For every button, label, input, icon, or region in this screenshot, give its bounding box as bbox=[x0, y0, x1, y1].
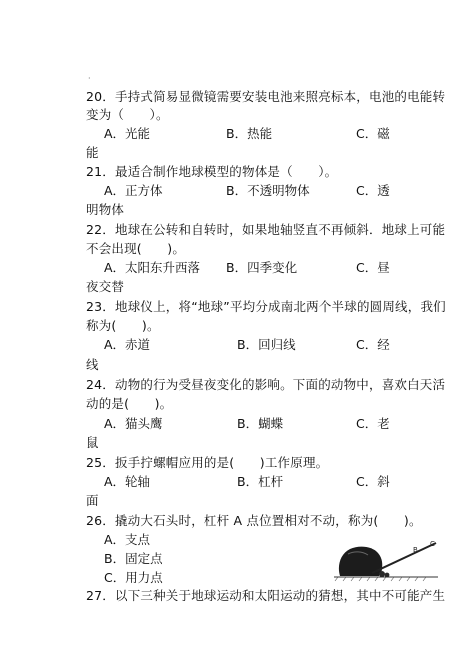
q21-stem-line1: 21．最适合制作地球模型的物体是（ ）。 bbox=[86, 164, 338, 179]
q20-option-c: C．磁 bbox=[356, 126, 390, 141]
fulcrum-pebble bbox=[385, 573, 390, 578]
q21-option-c-wrap: 明物体 bbox=[86, 202, 125, 217]
q24-option-c-wrap: 鼠 bbox=[86, 435, 99, 450]
q24-stem-line2: 动的是( )。 bbox=[86, 396, 173, 411]
q26-option-b: B．固定点 bbox=[104, 551, 163, 566]
lever-bar bbox=[372, 543, 436, 573]
q24-option-c: C．老 bbox=[356, 416, 390, 431]
q26-option-c: C．用力点 bbox=[104, 570, 163, 585]
q25-option-a: A．轮轴 bbox=[104, 474, 151, 489]
q20-option-a: A．光能 bbox=[104, 126, 151, 141]
q25-stem-line1: 25．扳手拧螺帽应用的是( )工作原理。 bbox=[86, 455, 329, 470]
point-b-label: B bbox=[413, 546, 418, 554]
q22-option-b: B．四季变化 bbox=[226, 260, 298, 275]
q26-option-a: A．支点 bbox=[104, 532, 151, 547]
q24-option-b: B．蝴蝶 bbox=[237, 416, 284, 431]
ground-hatching bbox=[335, 577, 426, 581]
q24-stem-line1: 24．动物的行为受昼夜变化的影响。下面的动物中，喜欢白天活 bbox=[86, 377, 446, 392]
point-c-label: C bbox=[430, 540, 435, 548]
q22-option-c-wrap: 夜交替 bbox=[86, 279, 125, 294]
q21-option-a: A．正方体 bbox=[104, 183, 163, 198]
q23-option-c: C．经 bbox=[356, 337, 390, 352]
q25-option-b: B．杠杆 bbox=[237, 474, 284, 489]
q20-stem-line1: 20．手持式简易显微镜需要安装电池来照亮标本，电池的电能转 bbox=[86, 89, 446, 104]
q25-option-c: C．斜 bbox=[356, 474, 390, 489]
q23-option-b: B．回归线 bbox=[237, 337, 296, 352]
q25-option-c-wrap: 面 bbox=[86, 493, 99, 508]
q22-option-c: C．昼 bbox=[356, 260, 390, 275]
q24-option-a: A．猫头鹰 bbox=[104, 416, 163, 431]
q23-stem-line2: 称为( )。 bbox=[86, 318, 160, 333]
corner-mark: · bbox=[88, 74, 91, 83]
q22-option-a: A．太阳东升西落 bbox=[104, 260, 201, 275]
q20-stem-line2: 变为（ ）。 bbox=[86, 107, 169, 122]
fulcrum-pebble bbox=[379, 571, 385, 577]
q22-stem-line2: 不会出现( )。 bbox=[86, 241, 186, 256]
q20-option-b: B．热能 bbox=[226, 126, 273, 141]
q20-option-c-wrap: 能 bbox=[86, 145, 99, 160]
q21-option-c: C．透 bbox=[356, 183, 390, 198]
q23-stem-line1: 23．地球仪上，将“地球”平均分成南北两个半球的圆周线，我们 bbox=[86, 299, 446, 314]
q27-stem-line1: 27．以下三种关于地球运动和太阳运动的猜想，其中不可能产生 bbox=[86, 588, 446, 603]
lever-rock-figure bbox=[334, 532, 440, 584]
q26-stem-line1: 26．撬动大石头时，杠杆 A 点位置相对不动，称为( )。 bbox=[86, 513, 422, 528]
q22-stem-line1: 22．地球在公转和自转时，如果地轴竖直不再倾斜．地球上可能 bbox=[86, 222, 446, 237]
q23-option-c-wrap: 线 bbox=[86, 357, 99, 372]
q21-option-b: B．不透明物体 bbox=[226, 183, 310, 198]
q23-option-a: A．赤道 bbox=[104, 337, 151, 352]
